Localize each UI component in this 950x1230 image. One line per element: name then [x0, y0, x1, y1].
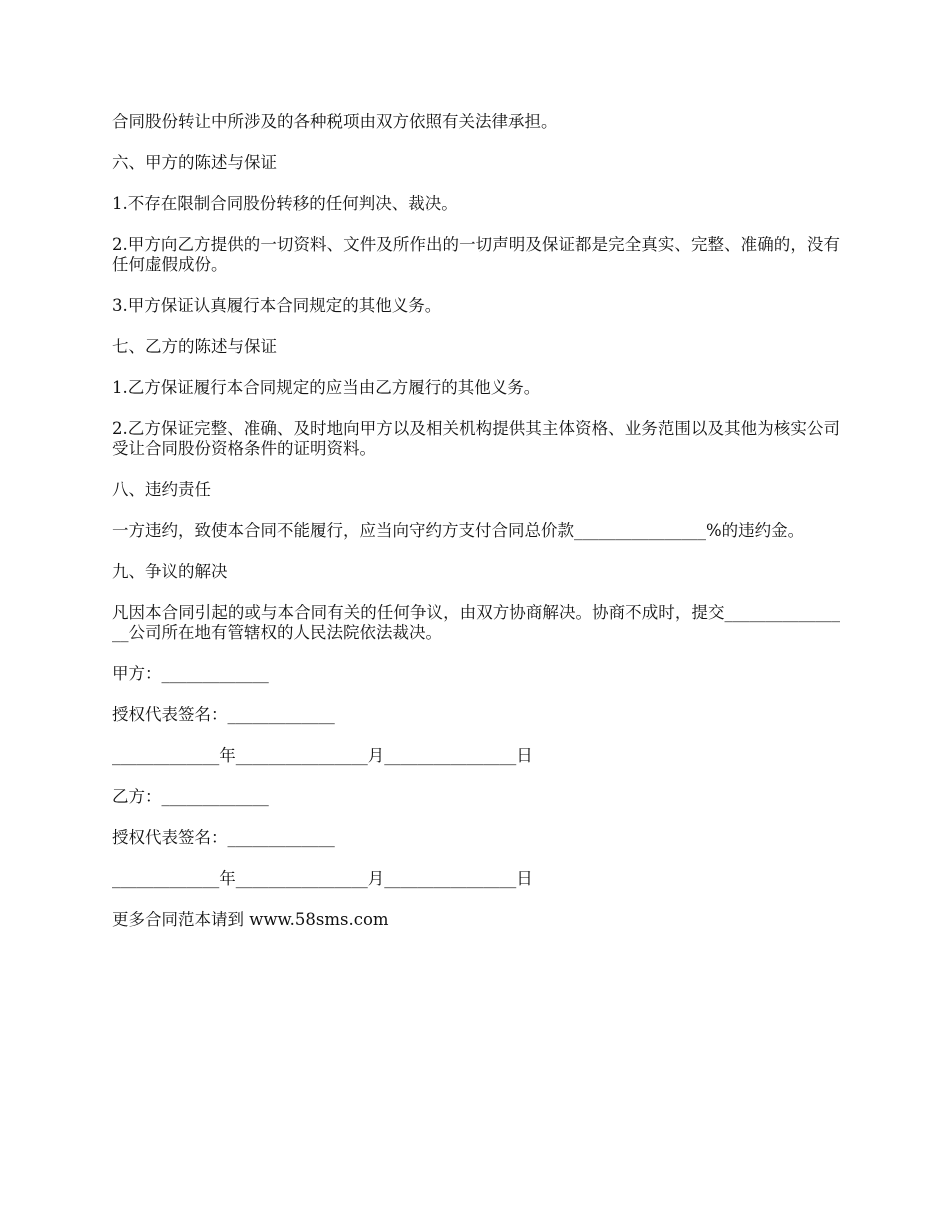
party-a-date-line: _____________年________________月________________日	[112, 746, 533, 765]
footer-more-templates: 更多合同范本请到 www.58sms.com	[112, 910, 389, 929]
paragraph-9-1: 凡因本合同引起的或与本合同有关的任何争议，由双方协商解决。协商不成时，提交________________公司所在地有管辖权的人民法院依法裁决。	[112, 603, 840, 642]
paragraph-8-1: 一方违约，致使本合同不能履行，应当向守约方支付合同总价款________________%的违约金。	[112, 521, 805, 540]
heading-section-7: 七、乙方的陈述与保证	[112, 337, 277, 356]
party-a-line: 甲方：_____________	[112, 664, 269, 683]
paragraph-tax: 合同股份转让中所涉及的各种税项由双方依照有关法律承担。	[112, 112, 558, 131]
heading-section-9: 九、争议的解决	[112, 562, 228, 581]
party-b-signature-line: 授权代表签名：_____________	[112, 828, 335, 847]
party-b-line: 乙方：_____________	[112, 787, 269, 806]
party-b-date-line: _____________年________________月________________日	[112, 869, 533, 888]
paragraph-6-1: 1.不存在限制合同股份转移的任何判决、裁决。	[112, 194, 458, 213]
paragraph-7-2: 2.乙方保证完整、准确、及时地向甲方以及相关机构提供其主体资格、业务范围以及其他为核实公司受让合同股份资格条件的证明资料。	[112, 419, 840, 458]
paragraph-7-1: 1.乙方保证履行本合同规定的应当由乙方履行的其他义务。	[112, 378, 541, 397]
heading-section-8: 八、违约责任	[112, 480, 211, 499]
document-body	[112, 112, 840, 951]
party-a-signature-line: 授权代表签名：_____________	[112, 705, 335, 724]
paragraph-6-3: 3.甲方保证认真履行本合同规定的其他义务。	[112, 296, 442, 315]
paragraph-6-2: 2.甲方向乙方提供的一切资料、文件及所作出的一切声明及保证都是完全真实、完整、准确的，没有任何虚假成份。	[112, 235, 840, 274]
heading-section-6: 六、甲方的陈述与保证	[112, 153, 277, 172]
